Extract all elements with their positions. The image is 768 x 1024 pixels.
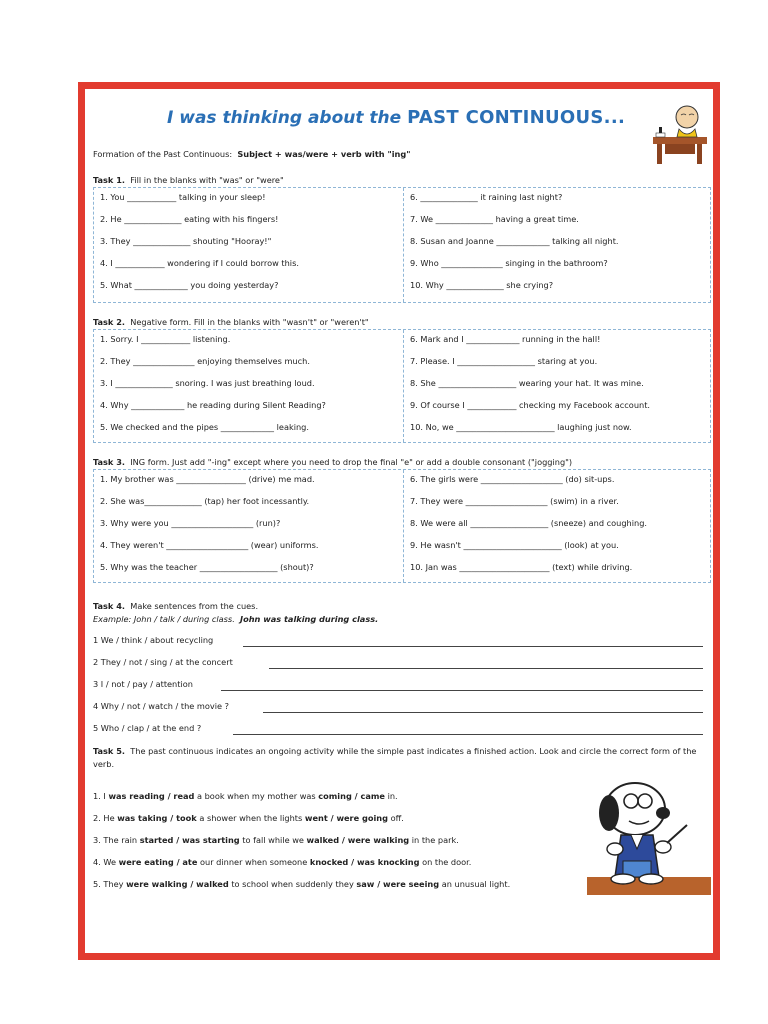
verb-choice[interactable]: was reading / read (108, 791, 195, 801)
task1-item: 5. What _____________ you doing yesterday? (100, 280, 279, 290)
task3-item: 3. Why were you ____________________ (run)? (100, 518, 281, 528)
task1-heading (93, 175, 284, 185)
task4-cue: 1 We / think / about recycling (93, 635, 214, 645)
title-part-1: I was thinking about the (167, 108, 408, 128)
sentence-text: an unusual light. (439, 879, 511, 889)
task2-item: 10. No, we ________________________ laughing just now. (410, 422, 632, 432)
task2-item: 1. Sorry. I ____________ listening. (100, 334, 231, 344)
answer-line[interactable] (243, 646, 703, 647)
snoopy-professor-illustration (587, 769, 711, 895)
task2-item: 2. They _______________ enjoying themselves much. (100, 356, 310, 366)
task3-item: 2. She was______________ (tap) her foot incessantly. (100, 496, 310, 506)
sentence-text: off. (387, 813, 404, 823)
task1-box (93, 187, 711, 303)
verb-choice[interactable]: walked / were walking (306, 835, 410, 845)
task4-cue: 5 Who / clap / at the end ? (93, 723, 202, 733)
task4-cue-row (93, 701, 711, 715)
sentence-text: 5. They (93, 879, 127, 889)
task3-item: 7. They were ____________________ (swim) in a river. (410, 496, 619, 506)
task1-item: 1. You ____________ talking in your sleep! (100, 192, 266, 202)
task4-label: Task 4. (93, 601, 126, 611)
task2-item: 7. Please. I ___________________ staring at you. (410, 356, 598, 366)
task3-item: 8. We were all ___________________ (sneeze) and coughing. (410, 518, 647, 528)
task4-cue-row (93, 723, 711, 737)
task1-item: 2. He ______________ eating with his fingers! (100, 214, 279, 224)
task4-cue-row (93, 657, 711, 671)
task1-item: 7. We ______________ having a great time. (410, 214, 579, 224)
task2-label: Task 2. (93, 317, 126, 327)
task2-divider (403, 330, 404, 442)
task4-example-answer: John was talking during class. (240, 614, 379, 624)
task4-cue-row (93, 635, 711, 649)
task2-heading (93, 317, 369, 327)
worksheet-title (167, 107, 625, 128)
task4-cue: 2 They / not / sing / at the concert (93, 657, 233, 667)
boy-at-desk-illustration (651, 103, 711, 165)
task3-heading (93, 457, 572, 467)
task2-item: 3. I ______________ snoring. I was just breathing loud. (100, 378, 315, 388)
sentence-text: in. (384, 791, 398, 801)
sentence-text: on the door. (419, 857, 472, 867)
sentence-text: 4. We (93, 857, 119, 867)
task3-item: 6. The girls were ____________________ (do) sit-ups. (410, 474, 615, 484)
task4-heading (93, 601, 258, 611)
verb-choice[interactable]: were walking / walked (126, 879, 229, 889)
formation-formula: Subject + was/were + verb with "ing" (237, 149, 411, 159)
verb-choice[interactable]: knocked / was knocking (309, 857, 420, 867)
task3-item: 10. Jan was ______________________ (text) while driving. (410, 562, 633, 572)
sentence-text: a book when my mother was (194, 791, 319, 801)
task1-instruction: Fill in the blanks with "was" or "were" (130, 175, 284, 185)
task1-item: 4. I ____________ wondering if I could borrow this. (100, 258, 299, 268)
task3-item: 5. Why was the teacher ___________________ (shout)? (100, 562, 314, 572)
task3-label: Task 3. (93, 457, 126, 467)
task4-example (93, 614, 378, 624)
title-part-2: PAST CONTINUOUS... (407, 107, 626, 128)
task1-item: 6. ______________ it raining last night? (410, 192, 563, 202)
verb-choice[interactable]: went / were going (304, 813, 388, 823)
sentence-text: 1. I (93, 791, 109, 801)
verb-choice[interactable]: saw / were seeing (356, 879, 440, 889)
answer-line[interactable] (221, 690, 703, 691)
task1-item: 3. They ______________ shouting "Hooray!" (100, 236, 272, 246)
task5-sentence (93, 835, 459, 845)
task2-item: 8. She ___________________ wearing your hat. It was mine. (410, 378, 644, 388)
formation-label: Formation of the Past Continuous: (93, 149, 233, 159)
task1-item: 9. Who _______________ singing in the bathroom? (410, 258, 608, 268)
task4-instruction: Make sentences from the cues. (130, 601, 259, 611)
task1-label: Task 1. (93, 175, 126, 185)
task2-item: 5. We checked and the pipes _____________ leaking. (100, 422, 309, 432)
verb-choice[interactable]: was taking / took (117, 813, 197, 823)
sentence-text: 3. The rain (93, 835, 140, 845)
task2-item: 9. Of course I ____________ checking my Facebook account. (410, 400, 651, 410)
answer-line[interactable] (233, 734, 703, 735)
answer-line[interactable] (269, 668, 703, 669)
task3-item: 9. He wasn't ________________________ (look) at you. (410, 540, 619, 550)
task4-cue: 4 Why / not / watch / the movie ? (93, 701, 229, 711)
task5-instruction: The past continuous indicates an ongoing activity while the simple past indicates a finished action. Look and circle the correct form of the verb. (93, 746, 697, 769)
task1-item: 8. Susan and Joanne _____________ talking all night. (410, 236, 619, 246)
task3-divider (403, 470, 404, 582)
task1-item: 10. Why ______________ she crying? (410, 280, 554, 290)
task2-instruction: Negative form. Fill in the blanks with "wasn't" or "weren't" (130, 317, 369, 327)
sentence-text: to school when suddenly they (228, 879, 357, 889)
task3-box (93, 469, 711, 583)
task3-item: 4. They weren't ____________________ (wear) uniforms. (100, 540, 319, 550)
task4-example-cue: Example: John / talk / during class. (93, 614, 235, 624)
verb-choice[interactable]: coming / came (318, 791, 385, 801)
sentence-text: to fall while we (239, 835, 307, 845)
sentence-text: in the park. (409, 835, 459, 845)
task3-item: 1. My brother was _________________ (drive) me mad. (100, 474, 315, 484)
task2-box (93, 329, 711, 443)
task2-item: 4. Why _____________ he reading during Silent Reading? (100, 400, 326, 410)
task5-heading (93, 745, 711, 771)
sentence-text: our dinner when someone (197, 857, 310, 867)
worksheet (78, 82, 720, 960)
formation-line (93, 149, 410, 159)
task4-cue-row (93, 679, 711, 693)
task4-cue: 3 I / not / pay / attention (93, 679, 193, 689)
sentence-text: 2. He (93, 813, 118, 823)
task5-label: Task 5. (93, 746, 126, 756)
task1-divider (403, 188, 404, 302)
verb-choice[interactable]: started / was starting (139, 835, 240, 845)
task3-instruction: ING form. Just add "-ing" except where you need to drop the final "e" or add a double consonant ("jogging") (130, 457, 573, 467)
task2-item: 6. Mark and I _____________ running in the hall! (410, 334, 601, 344)
task5-sentence (93, 879, 510, 889)
verb-choice[interactable]: were eating / ate (118, 857, 198, 867)
task5-sentence (93, 791, 398, 801)
task5-sentence (93, 813, 404, 823)
task5-sentence (93, 857, 471, 867)
answer-line[interactable] (263, 712, 703, 713)
sentence-text: a shower when the lights (196, 813, 305, 823)
